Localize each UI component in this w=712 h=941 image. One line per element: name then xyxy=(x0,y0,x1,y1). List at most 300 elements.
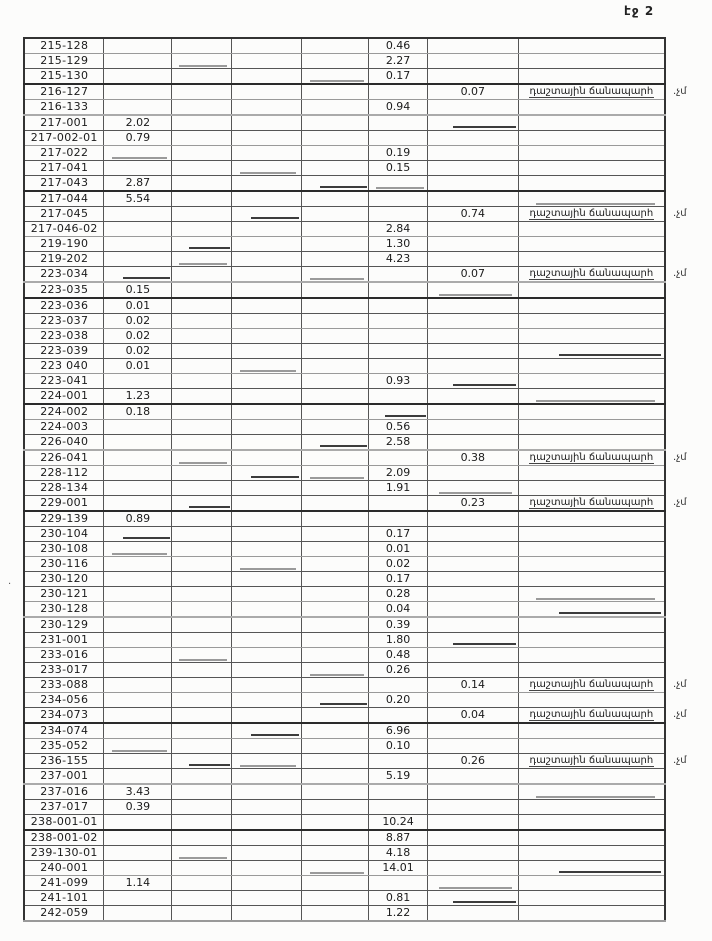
cell-value xyxy=(104,663,172,678)
cell-code: 230-108 xyxy=(24,542,104,557)
cell-value xyxy=(428,723,519,739)
margin-note xyxy=(665,100,711,116)
cell-value xyxy=(428,891,519,906)
cell-value xyxy=(369,404,428,420)
cell-value xyxy=(301,617,369,633)
cell-value xyxy=(104,100,172,116)
table-body xyxy=(24,38,711,921)
cell-value xyxy=(301,314,369,329)
cell-value xyxy=(369,191,428,207)
cell-value xyxy=(104,648,172,663)
cell-value xyxy=(369,511,428,527)
cell-code: 228-112 xyxy=(24,466,104,481)
table-row xyxy=(24,146,711,161)
cell-value xyxy=(301,359,369,374)
cell-value xyxy=(428,815,519,831)
cell-value xyxy=(428,861,519,876)
cell-code: 217-041 xyxy=(24,161,104,176)
cell-note xyxy=(518,374,665,389)
cell-note xyxy=(518,435,665,451)
cell-value xyxy=(428,663,519,678)
cell-code: 230-121 xyxy=(24,587,104,602)
cell-value xyxy=(172,496,232,512)
cell-value xyxy=(428,100,519,116)
cell-code: 241-101 xyxy=(24,891,104,906)
cell-code: 240-001 xyxy=(24,861,104,876)
cell-note xyxy=(518,527,665,542)
cell-value xyxy=(172,222,232,237)
table-row xyxy=(24,830,711,846)
cell-value xyxy=(428,542,519,557)
cell-value xyxy=(301,38,369,54)
cell-value xyxy=(301,54,369,69)
cell-value xyxy=(428,587,519,602)
cell-value xyxy=(231,876,301,891)
cell-value xyxy=(172,359,232,374)
cell-value xyxy=(428,389,519,405)
cell-value xyxy=(172,784,232,800)
cell-value xyxy=(301,237,369,252)
cell-value: 0.17 xyxy=(369,527,428,542)
cell-value xyxy=(231,496,301,512)
cell-note xyxy=(518,739,665,754)
cell-value xyxy=(369,784,428,800)
cell-value: 0.39 xyxy=(104,800,172,815)
cell-value xyxy=(172,846,232,861)
margin-note xyxy=(665,648,711,663)
cell-value xyxy=(428,466,519,481)
table-row xyxy=(24,38,711,54)
cell-value: 0.04 xyxy=(369,602,428,618)
cell-value xyxy=(172,207,232,222)
cell-value xyxy=(231,602,301,618)
cell-value xyxy=(369,496,428,512)
cell-value xyxy=(172,754,232,769)
cell-note xyxy=(518,891,665,906)
cell-value: 14.01 xyxy=(369,861,428,876)
cell-value xyxy=(428,374,519,389)
cell-value xyxy=(369,754,428,769)
cell-note xyxy=(518,146,665,161)
table-row xyxy=(24,435,711,451)
cell-value xyxy=(301,511,369,527)
cell-code: 217-046-02 xyxy=(24,222,104,237)
table-row xyxy=(24,84,711,100)
cell-value xyxy=(231,282,301,298)
cell-value xyxy=(104,572,172,587)
cell-value xyxy=(428,344,519,359)
margin-note xyxy=(665,739,711,754)
cell-note xyxy=(518,678,665,693)
cell-value xyxy=(428,222,519,237)
cell-note xyxy=(518,846,665,861)
cell-code: 215-129 xyxy=(24,54,104,69)
cell-value xyxy=(172,191,232,207)
cell-value xyxy=(231,557,301,572)
margin-note: .չմ xyxy=(673,208,687,219)
cell-code: 239-130-01 xyxy=(24,846,104,861)
cell-value xyxy=(369,298,428,314)
cell-value xyxy=(428,617,519,633)
cell-value xyxy=(104,222,172,237)
cell-note xyxy=(518,800,665,815)
note-text: դաշտային ճանապարհ xyxy=(529,452,654,463)
cell-value xyxy=(369,267,428,283)
cell-value xyxy=(172,557,232,572)
cell-value: 0.26 xyxy=(369,663,428,678)
cell-note xyxy=(518,191,665,207)
cell-value xyxy=(301,282,369,298)
cell-value xyxy=(428,329,519,344)
cell-value xyxy=(172,84,232,100)
cell-value: 4.18 xyxy=(369,846,428,861)
note-text: դաշտային ճանապարհ xyxy=(529,208,654,219)
margin-note xyxy=(665,602,711,618)
cell-value xyxy=(428,557,519,572)
margin-note xyxy=(665,329,711,344)
cell-value: 0.46 xyxy=(369,38,428,54)
cell-value xyxy=(301,100,369,116)
cell-value: 0.81 xyxy=(369,891,428,906)
margin-note xyxy=(665,389,711,405)
page-label: էջ 2 xyxy=(624,4,655,18)
cell-value xyxy=(301,861,369,876)
cell-value: 0.56 xyxy=(369,420,428,435)
margin-note xyxy=(665,466,711,481)
cell-value xyxy=(428,420,519,435)
cell-value xyxy=(369,314,428,329)
cell-value xyxy=(231,708,301,724)
cell-value xyxy=(104,861,172,876)
cell-value xyxy=(231,252,301,267)
table-row xyxy=(24,282,711,298)
cell-note xyxy=(518,207,665,222)
cell-code: 223-039 xyxy=(24,344,104,359)
cell-value: 2.27 xyxy=(369,54,428,69)
cell-code: 216-133 xyxy=(24,100,104,116)
cell-value xyxy=(301,389,369,405)
margin-note xyxy=(665,663,711,678)
table-row xyxy=(24,663,711,678)
cell-value xyxy=(172,100,232,116)
table-row xyxy=(24,298,711,314)
cell-value xyxy=(231,739,301,754)
cell-note xyxy=(518,815,665,831)
cell-value xyxy=(231,846,301,861)
margin-note xyxy=(665,191,711,207)
table-row xyxy=(24,784,711,800)
cell-value xyxy=(301,800,369,815)
cell-value xyxy=(428,739,519,754)
cell-value: 2.58 xyxy=(369,435,428,451)
cell-value xyxy=(301,191,369,207)
cell-note xyxy=(518,314,665,329)
margin-note: .չմ xyxy=(673,268,687,280)
cell-code: 223-041 xyxy=(24,374,104,389)
table-row xyxy=(24,769,711,785)
note-text: դաշտային ճանապարհ xyxy=(529,755,654,766)
cell-value: 0.26 xyxy=(428,754,519,769)
table-row xyxy=(24,207,711,222)
cell-value xyxy=(172,282,232,298)
cell-value xyxy=(301,723,369,739)
cell-value: 1.91 xyxy=(369,481,428,496)
cell-value xyxy=(172,374,232,389)
cell-value xyxy=(301,906,369,922)
cell-value xyxy=(104,146,172,161)
cell-note xyxy=(518,420,665,435)
cell-value xyxy=(231,115,301,131)
cell-value xyxy=(231,131,301,146)
cell-value xyxy=(231,633,301,648)
table-row xyxy=(24,344,711,359)
margin-note xyxy=(665,723,711,739)
cell-value xyxy=(104,69,172,85)
cell-value xyxy=(104,542,172,557)
cell-value xyxy=(301,252,369,267)
table-row xyxy=(24,161,711,176)
cell-value xyxy=(231,617,301,633)
cell-code: 215-130 xyxy=(24,69,104,85)
table-row xyxy=(24,176,711,192)
cell-value: 0.07 xyxy=(428,84,519,100)
cell-value: 4.23 xyxy=(369,252,428,267)
cell-value xyxy=(301,207,369,222)
margin-note xyxy=(665,617,711,633)
cell-note xyxy=(518,267,665,283)
cell-value: 0.74 xyxy=(428,207,519,222)
cell-value xyxy=(231,693,301,708)
cell-value: 0.20 xyxy=(369,693,428,708)
cell-value: 0.07 xyxy=(428,267,519,283)
cell-value xyxy=(172,146,232,161)
cell-code: 219-190 xyxy=(24,237,104,252)
cell-value xyxy=(172,404,232,420)
cell-value xyxy=(428,784,519,800)
cell-value xyxy=(172,693,232,708)
cell-value xyxy=(172,131,232,146)
cell-value xyxy=(172,466,232,481)
cell-value xyxy=(301,891,369,906)
cell-note xyxy=(518,617,665,633)
cell-value xyxy=(172,298,232,314)
cell-value xyxy=(231,374,301,389)
cell-value: 1.30 xyxy=(369,237,428,252)
cell-value xyxy=(301,84,369,100)
cell-value xyxy=(301,146,369,161)
cell-value xyxy=(301,648,369,663)
cell-value xyxy=(104,54,172,69)
margin-note xyxy=(665,146,711,161)
margin-note xyxy=(665,54,711,69)
cell-value xyxy=(172,663,232,678)
cell-value: 0.01 xyxy=(369,542,428,557)
cell-note xyxy=(518,298,665,314)
margin-note xyxy=(665,815,711,831)
cell-value xyxy=(104,602,172,618)
cell-value xyxy=(231,648,301,663)
cell-value xyxy=(428,693,519,708)
cell-value xyxy=(231,511,301,527)
cell-note xyxy=(518,708,665,724)
cell-code: 236-155 xyxy=(24,754,104,769)
cell-code: 229-139 xyxy=(24,511,104,527)
cell-note xyxy=(518,830,665,846)
cell-value xyxy=(231,69,301,85)
cell-value xyxy=(301,267,369,283)
cell-value xyxy=(301,572,369,587)
cell-value xyxy=(301,69,369,85)
table-row xyxy=(24,222,711,237)
cell-value xyxy=(104,252,172,267)
cell-value xyxy=(301,815,369,831)
cell-code: 217-043 xyxy=(24,176,104,192)
cell-value xyxy=(369,876,428,891)
margin-note: .չմ xyxy=(673,497,687,509)
cell-value xyxy=(231,420,301,435)
margin-note xyxy=(665,906,711,922)
cell-value xyxy=(104,527,172,542)
cell-code: 237-001 xyxy=(24,769,104,785)
note-text: դաշտային ճանապարհ xyxy=(529,709,654,720)
cell-value xyxy=(301,298,369,314)
cell-value xyxy=(231,678,301,693)
cell-code: 238-001-01 xyxy=(24,815,104,831)
cell-code: 230-116 xyxy=(24,557,104,572)
cell-code: 238-001-02 xyxy=(24,830,104,846)
margin-note xyxy=(665,252,711,267)
cell-value xyxy=(231,359,301,374)
cell-value xyxy=(104,617,172,633)
margin-note xyxy=(665,511,711,527)
note-text: դաշտային ճանապարհ xyxy=(529,497,654,508)
cell-value xyxy=(104,846,172,861)
cell-value xyxy=(301,222,369,237)
table-row xyxy=(24,754,711,769)
cell-value xyxy=(428,846,519,861)
cell-value xyxy=(104,891,172,906)
cell-value xyxy=(369,176,428,192)
cell-note xyxy=(518,861,665,876)
table-row xyxy=(24,314,711,329)
margin-note xyxy=(665,420,711,435)
cell-value xyxy=(428,511,519,527)
cell-note xyxy=(518,754,665,769)
cell-value: 1.14 xyxy=(104,876,172,891)
cell-note xyxy=(518,906,665,922)
cell-value xyxy=(172,602,232,618)
cell-code: 229-001 xyxy=(24,496,104,512)
cell-value xyxy=(231,527,301,542)
cell-value xyxy=(428,298,519,314)
table-row xyxy=(24,420,711,435)
margin-note xyxy=(665,344,711,359)
table-row xyxy=(24,678,711,693)
cell-note xyxy=(518,69,665,85)
cell-note xyxy=(518,344,665,359)
cell-value: 0.79 xyxy=(104,131,172,146)
cell-value: 5.19 xyxy=(369,769,428,785)
table-row xyxy=(24,906,711,922)
cell-value xyxy=(428,602,519,618)
cell-value xyxy=(301,344,369,359)
cell-value: 0.38 xyxy=(428,450,519,466)
cell-note xyxy=(518,876,665,891)
cell-value xyxy=(231,222,301,237)
cell-value xyxy=(428,54,519,69)
cell-value xyxy=(104,557,172,572)
cell-value xyxy=(301,374,369,389)
cell-value xyxy=(104,830,172,846)
table-row xyxy=(24,723,711,739)
table-row xyxy=(24,739,711,754)
cell-value xyxy=(231,587,301,602)
cell-note xyxy=(518,481,665,496)
cell-code: 233-016 xyxy=(24,648,104,663)
cell-value xyxy=(231,176,301,192)
margin-note xyxy=(665,800,711,815)
cell-value xyxy=(301,876,369,891)
margin-note xyxy=(665,481,711,496)
cell-value: 0.19 xyxy=(369,146,428,161)
margin-note xyxy=(665,784,711,800)
cell-note xyxy=(518,282,665,298)
table-row xyxy=(24,389,711,405)
cell-value: 0.17 xyxy=(369,572,428,587)
table-row xyxy=(24,191,711,207)
cell-value xyxy=(428,572,519,587)
cell-value xyxy=(301,466,369,481)
cell-value xyxy=(428,282,519,298)
table-row xyxy=(24,131,711,146)
table-row xyxy=(24,527,711,542)
cell-value xyxy=(172,648,232,663)
margin-note: .չմ xyxy=(673,679,687,690)
cell-note xyxy=(518,100,665,116)
margin-note xyxy=(665,38,711,54)
cell-value xyxy=(301,739,369,754)
cell-value xyxy=(231,54,301,69)
cell-value xyxy=(172,176,232,192)
cell-value xyxy=(231,861,301,876)
cell-value xyxy=(301,450,369,466)
cell-value xyxy=(369,84,428,100)
cell-note xyxy=(518,542,665,557)
table-row xyxy=(24,115,711,131)
margin-note: .չմ xyxy=(673,755,687,766)
cell-value: 0.94 xyxy=(369,100,428,116)
cell-value xyxy=(231,906,301,922)
table-row xyxy=(24,100,711,116)
cell-value xyxy=(172,329,232,344)
cell-value xyxy=(369,207,428,222)
margin-note xyxy=(665,374,711,389)
margin-note xyxy=(665,176,711,192)
cell-value xyxy=(301,602,369,618)
cell-value xyxy=(172,633,232,648)
cell-note xyxy=(518,252,665,267)
cell-value xyxy=(172,267,232,283)
cell-value xyxy=(104,708,172,724)
cell-value xyxy=(428,769,519,785)
cell-note xyxy=(518,769,665,785)
cell-value xyxy=(104,38,172,54)
cell-code: 230-128 xyxy=(24,602,104,618)
cell-value xyxy=(301,435,369,451)
cell-value xyxy=(104,84,172,100)
cell-value: 0.39 xyxy=(369,617,428,633)
cell-value xyxy=(301,176,369,192)
